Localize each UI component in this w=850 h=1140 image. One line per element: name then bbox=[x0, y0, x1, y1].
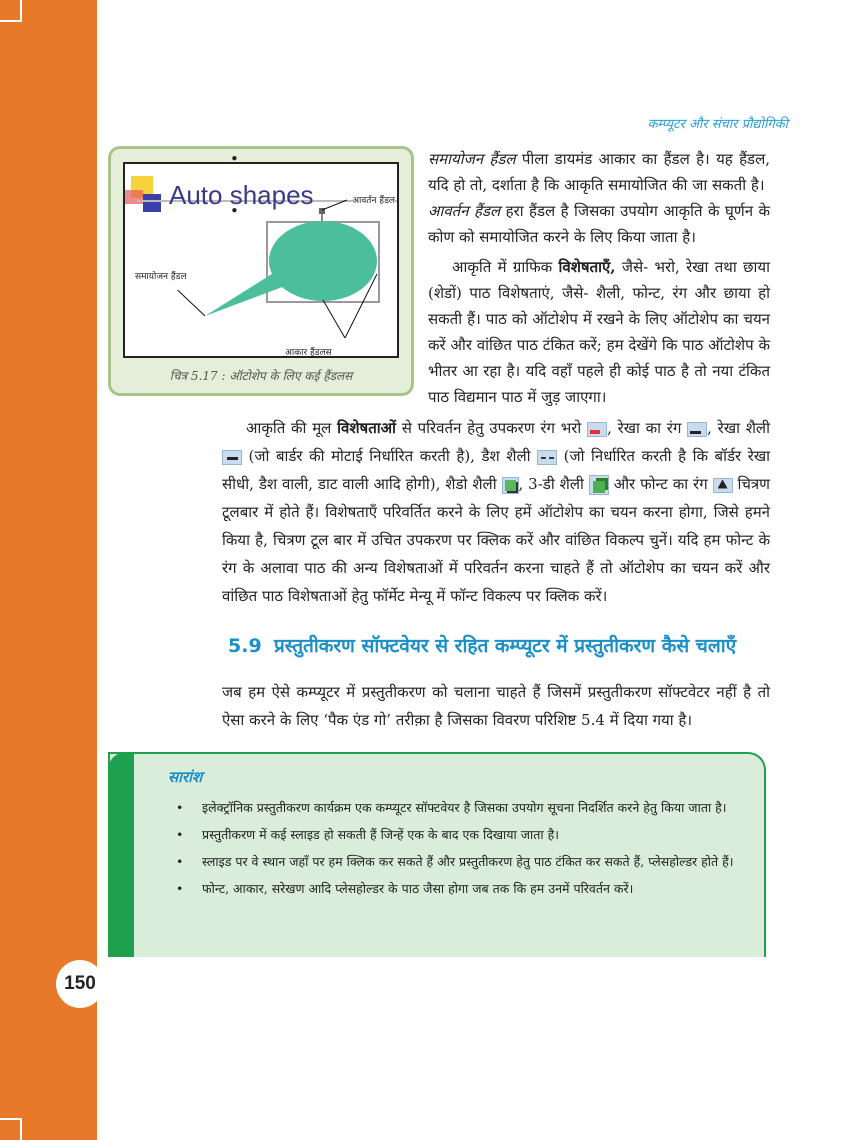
section-title: प्रस्तुतीकरण सॉफ्टवेयर से रहित कम्प्यूटर में प्रस्तुतीकरण कैसे चलाएँ bbox=[274, 635, 737, 657]
font-color-icon bbox=[713, 478, 733, 493]
page-body bbox=[135, 146, 771, 957]
crop-mark-bottom bbox=[0, 1118, 22, 1140]
list-item: • इलेक्ट्रॉनिक प्रस्तुतीकरण कार्यक्रम एक कम्प्यूटर सॉफ्टवेयर है जिसका उपयोग सूचना निदर्शित करने हेतु किया जाता है। bbox=[172, 798, 734, 817]
text: आकृति में ग्राफिक bbox=[452, 258, 559, 276]
text: , रेखा का रंग bbox=[607, 419, 688, 437]
fill-color-icon bbox=[587, 422, 607, 437]
label-rotation-handle: आवर्तन हैंडल bbox=[352, 188, 395, 214]
label-size-handles: आकार हैंडलस bbox=[285, 340, 332, 358]
bold-term: विशेषताओं bbox=[337, 419, 396, 437]
text: आकृति की मूल bbox=[246, 419, 338, 437]
summary-title: सारांश bbox=[168, 768, 203, 786]
text: (जो निर्धारित करती है कि बॉर्डर रेखा सीधी, डैश वाली, डाट वाली आदि होगी), शैडो शैली bbox=[222, 447, 771, 493]
dash-style-icon bbox=[537, 450, 557, 465]
bullet-text: हरा हैंडल है जिसका उपयोग आकृति के घूर्णन के कोण को समायोजित करने के लिए किया जाता है। bbox=[428, 202, 770, 246]
section-heading bbox=[228, 632, 770, 660]
crop-mark-top bbox=[0, 0, 22, 22]
section-paragraph: जब हम ऐसे कम्प्यूटर में प्रस्तुतीकरण को चलाना चाहते हैं जिसमें प्रस्तुतीकरण सॉफ्टवेटर नहीं है तो ऐसा करने के लिए ‘पैक एंड गो’ तरीक़ा है जिसका विवरण परिशिष्ट 5.4 में दिया गया है। bbox=[222, 683, 770, 729]
figure-caption: चित्र 5.17 : ऑटोशेप के लिए कई हैंडलस bbox=[169, 369, 353, 383]
line-style-icon bbox=[222, 450, 242, 465]
text: (जो बार्डर की मोटाई निर्धारित करती है), डैश शैली bbox=[242, 447, 538, 465]
bold-term: विशेषताएँ, bbox=[558, 258, 616, 276]
text: और फोन्ट का रंग bbox=[608, 475, 713, 493]
figure-image-title: Auto shapes bbox=[169, 180, 314, 210]
list-item bbox=[222, 198, 770, 250]
line-color-icon bbox=[687, 422, 707, 437]
summary-accent-bar bbox=[108, 752, 134, 957]
text: से परिवर्तन हेतु उपकरण रंग भरो bbox=[395, 419, 588, 437]
summary-box bbox=[108, 752, 766, 957]
list-item bbox=[222, 146, 770, 198]
list-item: • फोन्ट, आकार, सरेखण आदि प्लेसहोल्डर के पाठ जैसा होगा जब तक कि हम उनमें परिवर्तन करें। bbox=[172, 879, 734, 898]
bullet-term: आवर्तन हैंडल bbox=[428, 202, 501, 220]
body-text bbox=[135, 146, 771, 610]
list-item: • स्लाइड पर वे स्थान जहाँ पर हम क्लिक कर सकते हैं और प्रस्तुतीकरण हेतु पाठ टंकित कर सकते हैं, प्लेसहोल्डर होते हैं। bbox=[172, 852, 734, 871]
paragraph-tools bbox=[222, 414, 770, 610]
page-number: 150 bbox=[56, 960, 104, 1008]
running-header: कम्प्यूटर और संचार प्रौद्योगिकी bbox=[647, 117, 788, 132]
handle-bullets bbox=[222, 146, 770, 250]
summary-list bbox=[172, 798, 734, 898]
bullet-term: समायोजन हैंडल bbox=[428, 150, 516, 168]
text: जैसे- भरो, रेखा तथा छाया (शेडों) पाठ विशेषताएं, जैसे- शैली, फोन्ट, रंग और छाया हो सकती हैं। पाठ को ऑटोशेप में रखने के लिए ऑटोशेप का चयन करें और वांछित पाठ टंकित करें; हम देखेंगे कि पाठ ऑटोशेप के भीतर आ रहा है। यदि वहाँ पहले ही कोई पाठ है तो नया टंकित पाठ विद्यमान पाठ में जुड़ जाएगा। bbox=[428, 258, 770, 406]
shadow-style-icon bbox=[502, 477, 519, 494]
bullet-text: पीला डायमंड आकार का हैंडल है। यह हैंडल, यदि हो तो, दर्शाता है कि आकृति समायोजित की जा सकती है। bbox=[428, 150, 771, 194]
3d-style-icon bbox=[589, 475, 609, 495]
section-number: 5.9 bbox=[228, 635, 262, 657]
label-adjust-handle: समायोजन हैंडल bbox=[135, 264, 187, 290]
text: चित्रण टूलबार में होते हैं। विशेषताएँ परिवर्तित करने के लिए हमें ऑटोशेप का चयन करना होगा, जिसे हमने किया है, चित्रण टूल बार में उचित उपकरण पर क्लिक करें और वांछित विकल्प चुनें। यदि हम फोन्ट के रंग के अलावा पाठ की अन्य विशेषताओं में परिवर्तन करना चाहते हैं तो ऑटोशेप का चयन करें और वांछित पाठ विशेषताओं हेतु फॉर्मेट मेन्यू में फॉन्ट विकल्प पर क्लिक करें। bbox=[222, 475, 771, 605]
list-item: • प्रस्तुतीकरण में कई स्लाइड हो सकती हैं जिन्हें एक के बाद एक दिखाया जाता है। bbox=[172, 825, 734, 844]
text: , 3-डी शैली bbox=[518, 475, 589, 493]
text: , रेखा शैली bbox=[707, 419, 770, 437]
